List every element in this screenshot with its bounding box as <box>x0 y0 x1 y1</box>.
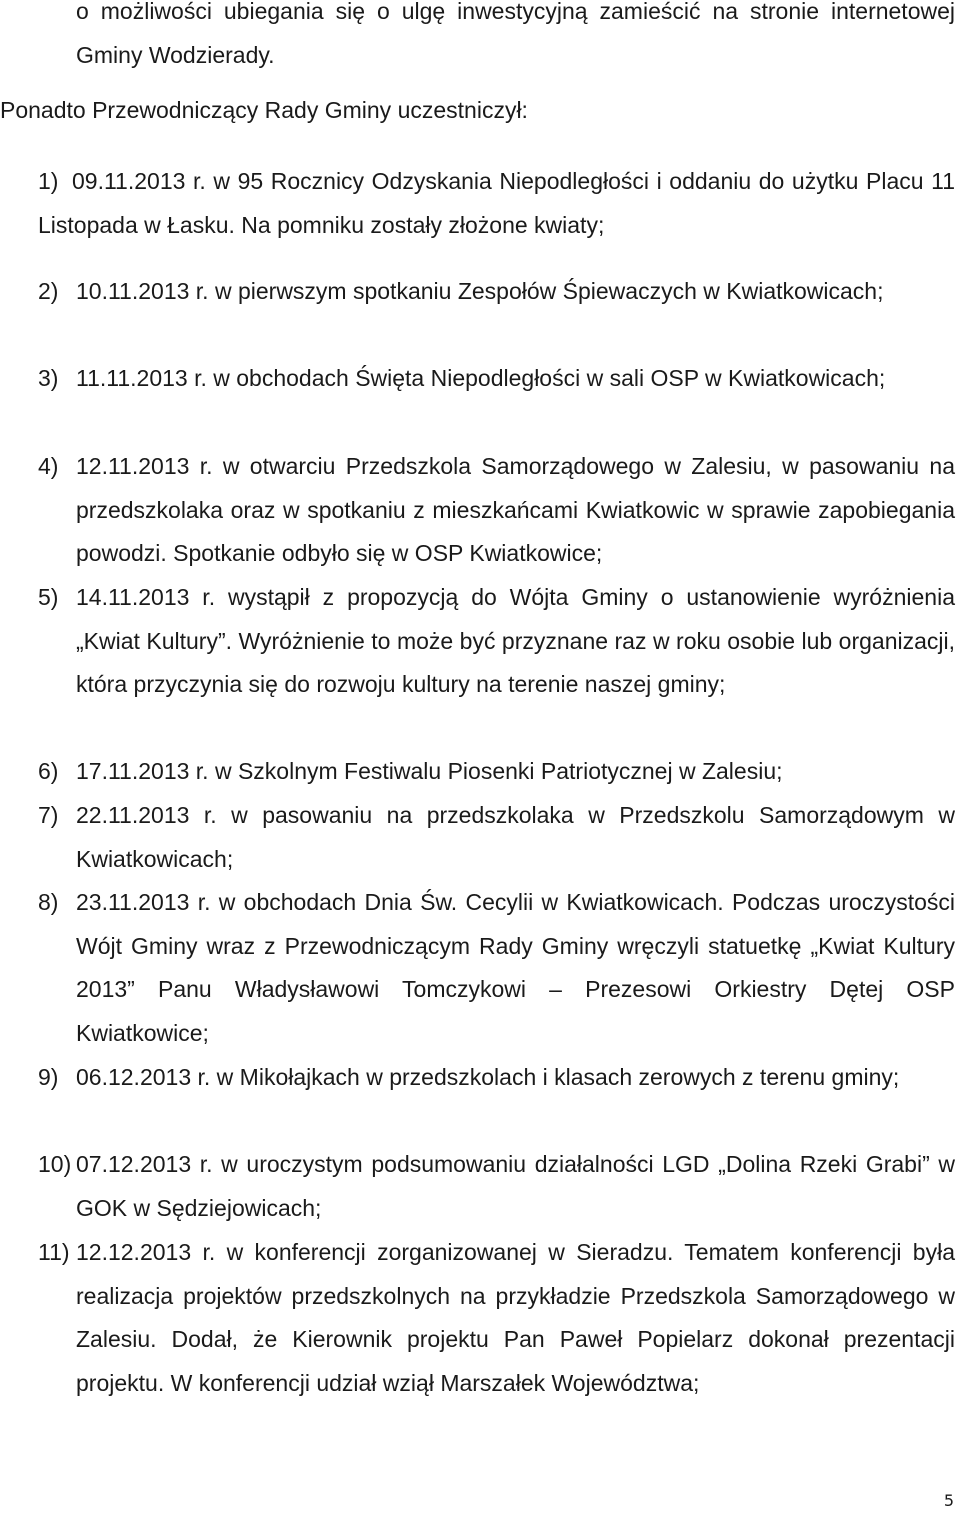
list-item-number: 4) <box>38 453 59 479</box>
list-item <box>0 1231 955 1405</box>
list-item <box>0 1056 955 1100</box>
list-item-number: 2) <box>38 278 59 304</box>
lead-paragraph: Ponadto Przewodniczący Rady Gminy uczestniczył: <box>0 97 528 123</box>
intro-continuation-paragraph: o możliwości ubiegania się o ulgę inwestycyjną zamieścić na stronie internetowej Gminy Wodzierady. <box>76 0 955 68</box>
list-item-text: 17.11.2013 r. w Szkolnym Festiwalu Piosenki Patriotycznej w Zalesiu; <box>76 758 783 784</box>
list-item <box>0 794 955 881</box>
list-item-text: 23.11.2013 r. w obchodach Dnia Św. Cecylii w Kwiatkowicach. Podczas uroczystości Wójt Gminy wraz z Przewodniczącym Rady Gminy wręczyli statuetkę „Kwiat Kultury 2013” Panu Władysławowi Tomczykowi – Prezesowi Orkiestry Dętej OSP Kwiatkowice; <box>76 889 955 1046</box>
list-item-text: 10.11.2013 r. w pierwszym spotkaniu Zespołów Śpiewaczych w Kwiatkowicach; <box>76 278 884 304</box>
list-item <box>0 750 955 794</box>
list-item-number: 11) <box>38 1239 70 1265</box>
list-item-number: 8) <box>38 889 59 915</box>
list-item <box>0 160 955 247</box>
list-item-number: 10) <box>38 1151 72 1177</box>
page-number: 5 <box>943 1491 954 1510</box>
list-item-number: 7) <box>38 802 59 828</box>
list-item-text: 09.11.2013 r. w 95 Rocznicy Odzyskania Niepodległości i oddaniu do użytku Placu 11 Listopada w Łasku. Na pomniku zostały złożone kwiaty; <box>38 168 955 238</box>
list-item-text: 07.12.2013 r. w uroczystym podsumowaniu działalności LGD „Dolina Rzeki Grabi” w GOK w Sędziejowicach; <box>76 1151 955 1221</box>
list-item-number: 5) <box>38 584 59 610</box>
list-item <box>0 445 955 576</box>
list-item-text: 22.11.2013 r. w pasowaniu na przedszkolaka w Przedszkolu Samorządowym w Kwiatkowicach; <box>76 802 955 872</box>
list-item <box>0 357 955 401</box>
list-item <box>0 576 955 707</box>
list-item-text: 11.11.2013 r. w obchodach Święta Niepodległości w sali OSP w Kwiatkowicach; <box>76 365 886 391</box>
list-item <box>0 1143 955 1230</box>
list-item-text: 12.11.2013 r. w otwarciu Przedszkola Samorządowego w Zalesiu, w pasowaniu na przedszkolaka oraz w spotkaniu z mieszkańcami Kwiatkowic w sprawie zapobiegania powodzi. Spotkanie odbyło się w OSP Kwiatkowice; <box>76 453 955 566</box>
list-item-text: 14.11.2013 r. wystąpił z propozycją do Wójta Gminy o ustanowienie wyróżnienia „Kwiat Kultury”. Wyróżnienie to może być przyznane raz w roku osobie lub organizacji, która przyczynia się do rozwoju kultury na terenie naszej gminy; <box>76 584 955 697</box>
list-item <box>0 270 955 314</box>
list-item-number: 3) <box>38 365 59 391</box>
list-item-number: 9) <box>38 1064 59 1090</box>
list-item-text: 06.12.2013 r. w Mikołajkach w przedszkolach i klasach zerowych z terenu gminy; <box>76 1064 900 1090</box>
list-item <box>0 881 955 1055</box>
list-item-number: 6) <box>38 758 59 784</box>
list-item-text: 12.12.2013 r. w konferencji zorganizowanej w Sieradzu. Tematem konferencji była realizacja projektów przedszkolnych na przykładzie Przedszkola Samorządowego w Zalesiu. Dodał, że Kierownik projektu Pan Paweł Popielarz dokonał prezentacji projektu. W konferencji udział wziął Marszałek Województwa; <box>76 1239 955 1396</box>
list-item-number: 1) <box>38 168 59 194</box>
